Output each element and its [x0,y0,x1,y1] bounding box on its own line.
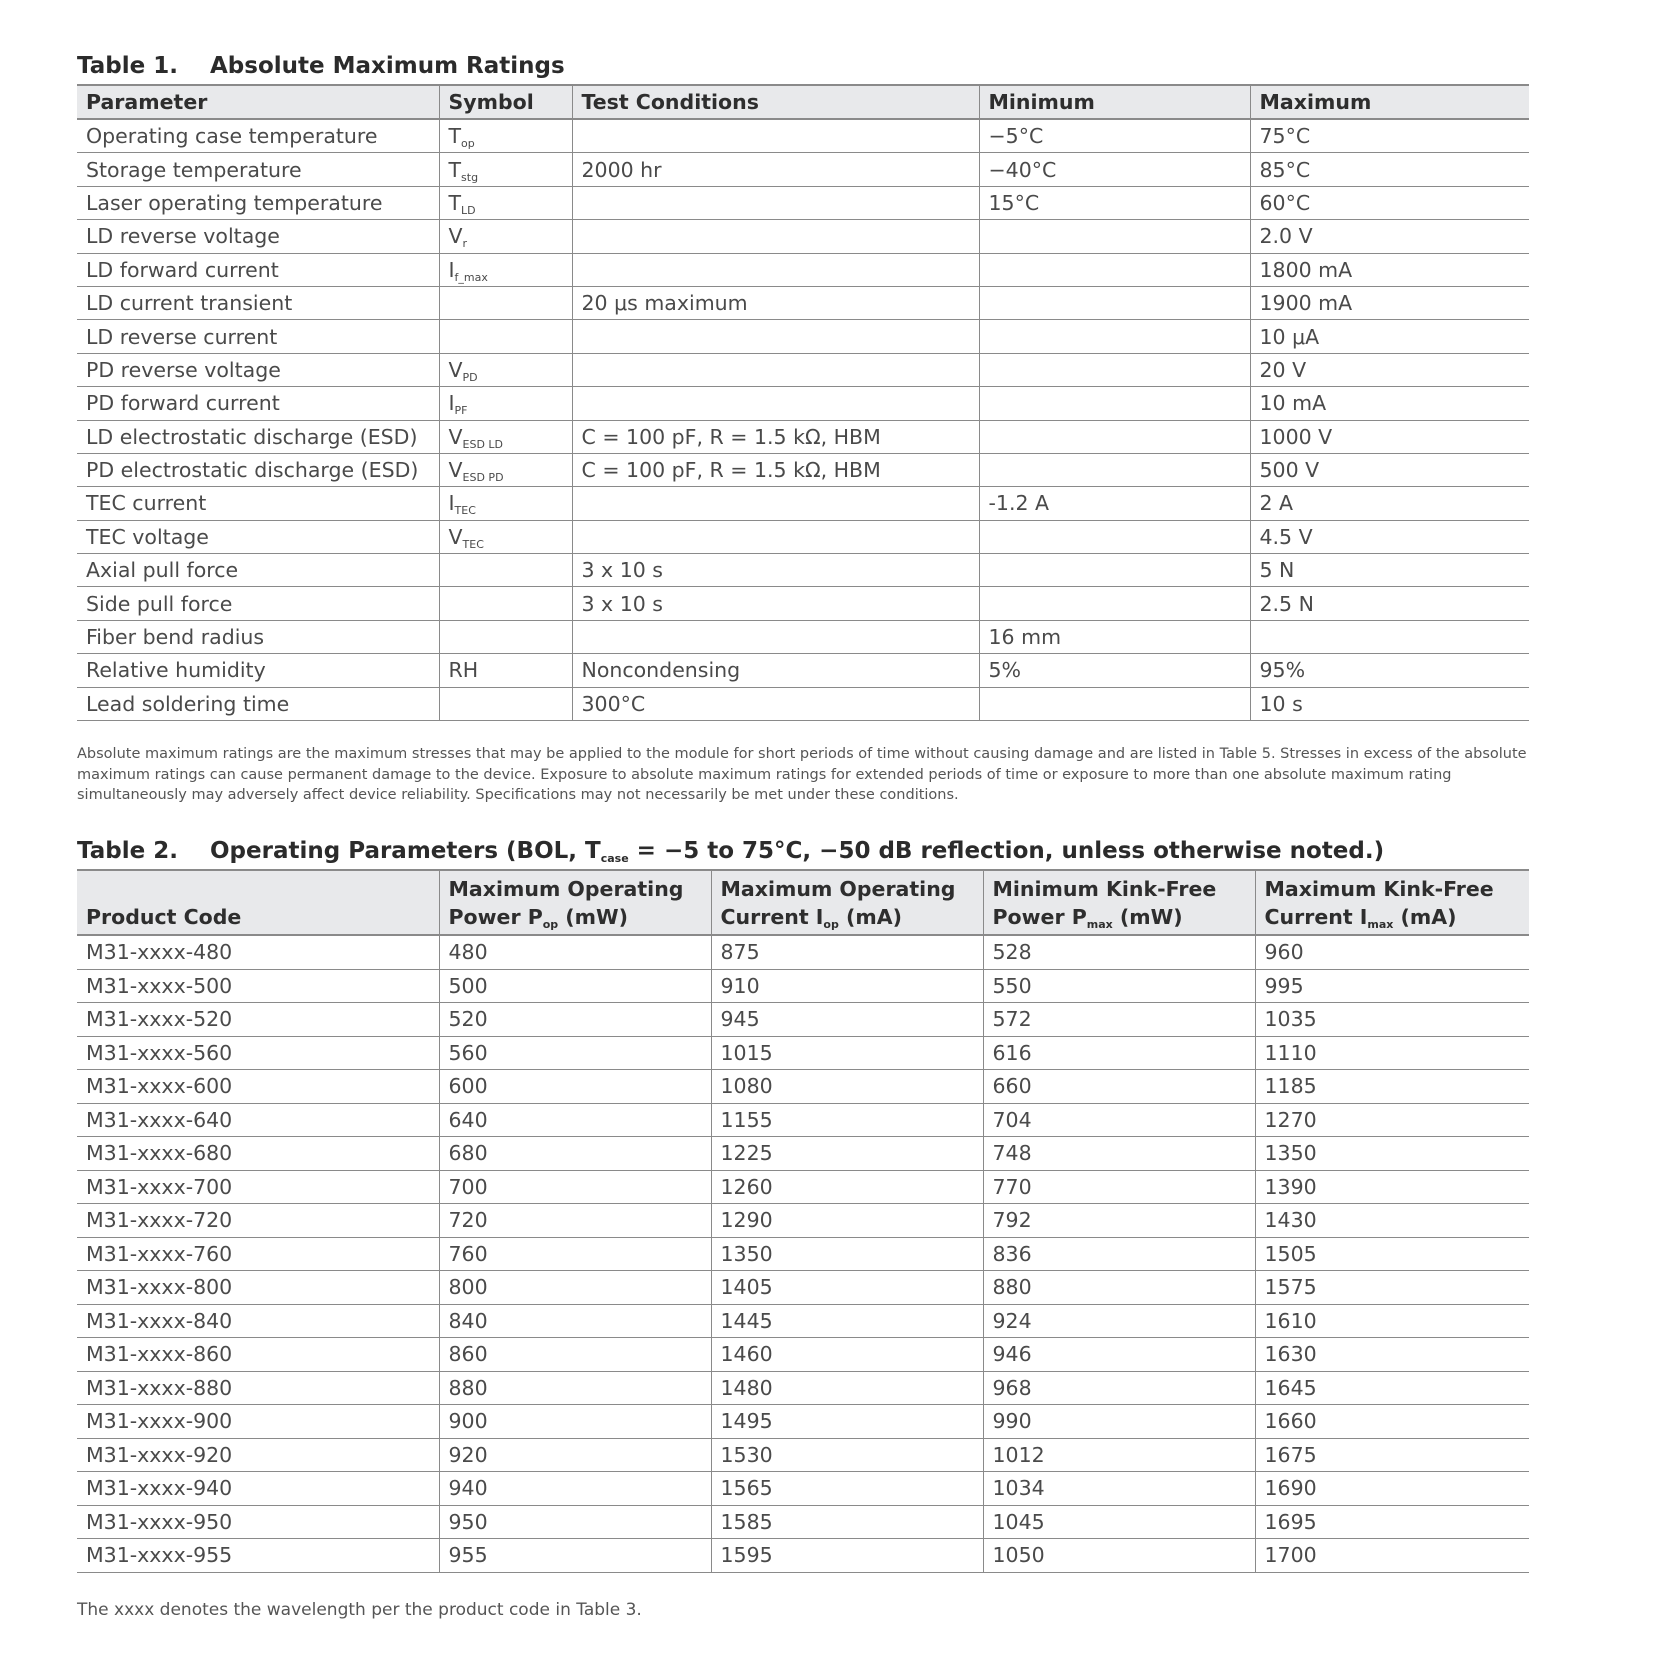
table-row [77,286,1529,319]
symbol-subscript: TEC [462,537,484,551]
table-row [77,1137,1529,1171]
min-kink-free-power-cell: 704 [983,1103,1255,1137]
max-operating-current-cell: 1480 [711,1371,983,1405]
maximum-cell: 1800 mA [1250,253,1529,286]
max-operating-current-cell: 1595 [711,1539,983,1573]
min-kink-free-power-cell: 616 [983,1036,1255,1070]
symbol-letter: I [448,391,455,416]
symbol-letter: T [448,157,462,182]
maximum-cell: 4.5 V [1250,520,1529,553]
table2-title [77,833,1529,869]
symbol-letter: I [448,491,455,516]
max-operating-current-cell: 1350 [711,1237,983,1271]
min-kink-free-power-cell: 836 [983,1237,1255,1271]
header-unit: (mW) [558,905,629,929]
table-row [77,119,1529,153]
symbol-letter: T [448,190,462,215]
conditions-cell: 3 x 10 s [572,587,979,620]
symbol-cell [439,687,572,720]
table-row [77,1539,1529,1573]
table1-title [77,48,1529,84]
max-operating-power-cell: 500 [439,969,711,1003]
min-kink-free-power-cell: 1045 [983,1505,1255,1539]
conditions-cell [572,487,979,520]
table-row [77,420,1529,453]
max-kink-free-current-cell: 1350 [1255,1137,1529,1171]
table1-header-cell: Test Conditions [572,85,979,119]
maximum-cell: 10 μA [1250,320,1529,353]
max-operating-current-cell: 1015 [711,1036,983,1070]
min-kink-free-power-cell: 1012 [983,1438,1255,1472]
table-row [77,1170,1529,1204]
parameter-cell: LD forward current [77,253,439,286]
maximum-cell: 2 A [1250,487,1529,520]
table-row [77,253,1529,286]
symbol-subscript: ESD LD [462,437,504,451]
parameter-cell: PD reverse voltage [77,353,439,386]
symbol-letter: RH [448,658,479,683]
table-row [77,1405,1529,1439]
max-operating-current-cell: 1405 [711,1271,983,1305]
header-text: Maximum Operating Power P [448,877,684,929]
maximum-cell: 5 N [1250,554,1529,587]
table2-title-sub: case [600,852,629,865]
conditions-cell: 20 μs maximum [572,286,979,319]
product-code-cell: M31-xxxx-840 [77,1304,439,1338]
max-operating-power-cell: 720 [439,1204,711,1238]
min-kink-free-power-cell: 770 [983,1170,1255,1204]
table-row [77,153,1529,186]
table-row [77,453,1529,486]
product-code-cell: M31-xxxx-880 [77,1371,439,1405]
maximum-cell [1250,620,1529,653]
product-code-cell: M31-xxxx-860 [77,1338,439,1372]
table-row [77,554,1529,587]
table-row [77,387,1529,420]
symbol-subscript: TEC [454,504,476,518]
symbol-cell [439,554,572,587]
symbol-cell [439,186,572,219]
min-kink-free-power-cell: 660 [983,1070,1255,1104]
max-operating-power-cell: 520 [439,1003,711,1037]
table-row [77,1070,1529,1104]
table-row [77,1103,1529,1137]
product-code-cell: M31-xxxx-560 [77,1036,439,1070]
symbol-cell [439,453,572,486]
conditions-cell [572,119,979,153]
minimum-cell: −40°C [979,153,1250,186]
table-row [77,654,1529,687]
max-operating-current-cell: 910 [711,969,983,1003]
min-kink-free-power-cell: 946 [983,1338,1255,1372]
product-code-cell: M31-xxxx-520 [77,1003,439,1037]
max-kink-free-current-cell: 1700 [1255,1539,1529,1573]
table1-header-cell: Symbol [439,85,572,119]
min-kink-free-power-cell: 880 [983,1271,1255,1305]
min-kink-free-power-cell: 924 [983,1304,1255,1338]
max-operating-power-cell: 900 [439,1405,711,1439]
table-row [77,1472,1529,1506]
minimum-cell [979,420,1250,453]
minimum-cell: 16 mm [979,620,1250,653]
max-kink-free-current-cell: 1110 [1255,1036,1529,1070]
min-kink-free-power-cell: 792 [983,1204,1255,1238]
symbol-cell [439,153,572,186]
parameter-cell: TEC current [77,487,439,520]
symbol-subscript: PD [462,370,478,384]
table1-header-cell: Minimum [979,85,1250,119]
conditions-cell: C = 100 pF, R = 1.5 kΩ, HBM [572,420,979,453]
max-kink-free-current-cell: 1575 [1255,1271,1529,1305]
table-row [77,1036,1529,1070]
table-row [77,1003,1529,1037]
min-kink-free-power-cell: 528 [983,935,1255,969]
product-code-cell: M31-xxxx-955 [77,1539,439,1573]
conditions-cell [572,520,979,553]
minimum-cell: -1.2 A [979,487,1250,520]
maximum-cell: 1900 mA [1250,286,1529,319]
minimum-cell [979,687,1250,720]
max-operating-power-cell: 940 [439,1472,711,1506]
header-text: Maximum Operating Current I [720,877,956,929]
max-operating-power-cell: 860 [439,1338,711,1372]
table-row [77,1371,1529,1405]
table2-title-post: = −5 to 75°C, −50 dB reflection, unless otherwise noted.) [628,838,1385,864]
header-unit: (mA) [838,905,902,929]
symbol-cell [439,587,572,620]
max-kink-free-current-cell: 1390 [1255,1170,1529,1204]
symbol-letter: V [448,458,463,483]
table1-header-cell: Parameter [77,85,439,119]
product-code-cell: M31-xxxx-680 [77,1137,439,1171]
maximum-cell: 95% [1250,654,1529,687]
symbol-subscript: f_max [454,270,488,284]
min-kink-free-power-cell: 1050 [983,1539,1255,1573]
minimum-cell: 5% [979,654,1250,687]
header-subscript: max [1367,918,1394,931]
table-row [77,1438,1529,1472]
table-row [77,620,1529,653]
product-code-cell: M31-xxxx-900 [77,1405,439,1439]
max-operating-power-cell: 920 [439,1438,711,1472]
max-kink-free-current-cell: 960 [1255,935,1529,969]
product-code-cell: M31-xxxx-720 [77,1204,439,1238]
max-operating-power-cell: 600 [439,1070,711,1104]
symbol-cell [439,253,572,286]
symbol-subscript: r [462,237,468,251]
maximum-cell: 2.5 N [1250,587,1529,620]
table2-header-cell [77,870,439,935]
min-kink-free-power-cell: 990 [983,1405,1255,1439]
conditions-cell [572,620,979,653]
max-kink-free-current-cell: 1690 [1255,1472,1529,1506]
symbol-cell [439,487,572,520]
minimum-cell [979,353,1250,386]
table2-header-row [77,870,1529,935]
header-subscript: op [823,918,839,931]
max-operating-current-cell: 1445 [711,1304,983,1338]
parameter-cell: Storage temperature [77,153,439,186]
max-kink-free-current-cell: 1610 [1255,1304,1529,1338]
max-operating-current-cell: 1565 [711,1472,983,1506]
table-row [77,935,1529,969]
symbol-cell [439,320,572,353]
max-operating-power-cell: 800 [439,1271,711,1305]
table-row [77,520,1529,553]
maximum-cell: 2.0 V [1250,220,1529,253]
conditions-cell: C = 100 pF, R = 1.5 kΩ, HBM [572,453,979,486]
product-code-cell: M31-xxxx-800 [77,1271,439,1305]
minimum-cell [979,220,1250,253]
table-row [77,1271,1529,1305]
minimum-cell [979,453,1250,486]
table2-number: Table 2. [77,838,178,864]
max-operating-current-cell: 945 [711,1003,983,1037]
product-code-cell: M31-xxxx-760 [77,1237,439,1271]
parameter-cell: LD reverse voltage [77,220,439,253]
symbol-subscript: stg [461,170,479,184]
product-code-cell: M31-xxxx-920 [77,1438,439,1472]
symbol-letter: T [448,124,462,149]
symbol-cell [439,286,572,319]
max-operating-current-cell: 1260 [711,1170,983,1204]
symbol-cell [439,520,572,553]
minimum-cell [979,253,1250,286]
symbol-cell [439,220,572,253]
minimum-cell [979,554,1250,587]
symbol-subscript: PF [454,404,468,418]
symbol-subscript: LD [461,203,476,217]
table1-header-row [77,85,1529,119]
max-kink-free-current-cell: 1270 [1255,1103,1529,1137]
table-row [77,487,1529,520]
maximum-cell: 75°C [1250,119,1529,153]
table-row [77,1304,1529,1338]
absolute-maximum-ratings-table [77,84,1529,721]
min-kink-free-power-cell: 968 [983,1371,1255,1405]
table-row [77,186,1529,219]
max-operating-power-cell: 955 [439,1539,711,1573]
table-row [77,1505,1529,1539]
table2-header-cell [983,870,1255,935]
max-kink-free-current-cell: 1675 [1255,1438,1529,1472]
min-kink-free-power-cell: 1034 [983,1472,1255,1506]
operating-parameters-table [77,869,1529,1573]
table1-number: Table 1. [77,53,178,79]
parameter-cell: Relative humidity [77,654,439,687]
minimum-cell [979,320,1250,353]
conditions-cell [572,387,979,420]
symbol-subscript: op [461,137,475,151]
parameter-cell: Axial pull force [77,554,439,587]
header-subscript: op [542,918,559,931]
minimum-cell [979,387,1250,420]
table2-header-cell [1255,870,1529,935]
product-code-cell: M31-xxxx-640 [77,1103,439,1137]
max-operating-power-cell: 640 [439,1103,711,1137]
table-row [77,353,1529,386]
min-kink-free-power-cell: 748 [983,1137,1255,1171]
max-operating-current-cell: 1290 [711,1204,983,1238]
max-operating-current-cell: 875 [711,935,983,969]
product-code-cell: M31-xxxx-940 [77,1472,439,1506]
maximum-cell: 10 s [1250,687,1529,720]
max-operating-current-cell: 1460 [711,1338,983,1372]
max-operating-current-cell: 1495 [711,1405,983,1439]
header-unit: (mW) [1112,905,1183,929]
conditions-cell [572,320,979,353]
symbol-cell [439,353,572,386]
parameter-cell: LD electrostatic discharge (ESD) [77,420,439,453]
min-kink-free-power-cell: 550 [983,969,1255,1003]
table-row [77,969,1529,1003]
conditions-cell [572,220,979,253]
max-operating-power-cell: 480 [439,935,711,969]
max-operating-power-cell: 700 [439,1170,711,1204]
symbol-cell [439,387,572,420]
max-kink-free-current-cell: 1630 [1255,1338,1529,1372]
symbol-letter: V [448,424,463,449]
table2-title-pre: Operating Parameters (BOL, T [210,838,601,864]
table-row [77,1204,1529,1238]
maximum-cell: 10 mA [1250,387,1529,420]
parameter-cell: TEC voltage [77,520,439,553]
maximum-cell: 85°C [1250,153,1529,186]
max-kink-free-current-cell: 995 [1255,969,1529,1003]
minimum-cell [979,520,1250,553]
header-text: Maximum Kink-Free Current I [1264,877,1494,929]
parameter-cell: Laser operating temperature [77,186,439,219]
max-kink-free-current-cell: 1035 [1255,1003,1529,1037]
conditions-cell: 300°C [572,687,979,720]
min-kink-free-power-cell: 572 [983,1003,1255,1037]
parameter-cell: LD current transient [77,286,439,319]
product-code-cell: M31-xxxx-480 [77,935,439,969]
table-row [77,1237,1529,1271]
maximum-cell: 20 V [1250,353,1529,386]
max-operating-power-cell: 950 [439,1505,711,1539]
table-row [77,587,1529,620]
table1-header-cell: Maximum [1250,85,1529,119]
parameter-cell: Side pull force [77,587,439,620]
symbol-cell [439,654,572,687]
max-kink-free-current-cell: 1185 [1255,1070,1529,1104]
conditions-cell: 2000 hr [572,153,979,186]
max-operating-power-cell: 560 [439,1036,711,1070]
max-kink-free-current-cell: 1645 [1255,1371,1529,1405]
conditions-cell [572,353,979,386]
symbol-cell [439,420,572,453]
table-row [77,220,1529,253]
symbol-subscript: ESD PD [462,471,504,485]
header-text: Product Code [86,905,242,929]
max-operating-power-cell: 760 [439,1237,711,1271]
table1-footnote: Absolute maximum ratings are the maximum stresses that may be applied to the module for short periods of time without causing damage and are listed in Table 5. Stresses in excess of the absolute maximum ratings can cause permanent damage to the device. Exposure to absolute maximum ratings for extended periods of time or exposure to more than one absolute maximum rating simultaneously may adversely affect device reliability. Specifications may not necessarily be met under these conditions. [77,746,1527,803]
table-row [77,687,1529,720]
max-operating-power-cell: 880 [439,1371,711,1405]
header-unit: (mA) [1393,905,1457,929]
parameter-cell: Fiber bend radius [77,620,439,653]
symbol-cell [439,620,572,653]
symbol-cell [439,119,572,153]
table1-title-text: Absolute Maximum Ratings [210,53,565,79]
max-kink-free-current-cell: 1505 [1255,1237,1529,1271]
max-kink-free-current-cell: 1695 [1255,1505,1529,1539]
minimum-cell: −5°C [979,119,1250,153]
conditions-cell: 3 x 10 s [572,554,979,587]
table2-section [77,833,1529,1573]
table2-header-cell [711,870,983,935]
max-operating-power-cell: 680 [439,1137,711,1171]
minimum-cell: 15°C [979,186,1250,219]
conditions-cell [572,186,979,219]
maximum-cell: 500 V [1250,453,1529,486]
symbol-letter: V [448,524,463,549]
max-operating-current-cell: 1225 [711,1137,983,1171]
product-code-cell: M31-xxxx-500 [77,969,439,1003]
table2-footnote: The xxxx denotes the wavelength per the product code in Table 3. [77,1600,642,1620]
product-code-cell: M31-xxxx-950 [77,1505,439,1539]
parameter-cell: PD forward current [77,387,439,420]
product-code-cell: M31-xxxx-600 [77,1070,439,1104]
max-operating-power-cell: 840 [439,1304,711,1338]
maximum-cell: 1000 V [1250,420,1529,453]
parameter-cell: PD electrostatic discharge (ESD) [77,453,439,486]
symbol-letter: I [448,257,455,282]
header-text: Minimum Kink-Free Power P [992,877,1217,929]
table2-header-cell [439,870,711,935]
symbol-letter: V [448,357,463,382]
symbol-letter: V [448,224,463,249]
header-subscript: max [1086,918,1113,931]
max-operating-current-cell: 1585 [711,1505,983,1539]
table-row [77,320,1529,353]
conditions-cell: Noncondensing [572,654,979,687]
maximum-cell: 60°C [1250,186,1529,219]
max-operating-current-cell: 1155 [711,1103,983,1137]
parameter-cell: Lead soldering time [77,687,439,720]
minimum-cell [979,286,1250,319]
max-operating-current-cell: 1080 [711,1070,983,1104]
max-kink-free-current-cell: 1430 [1255,1204,1529,1238]
parameter-cell: Operating case temperature [77,119,439,153]
max-operating-current-cell: 1530 [711,1438,983,1472]
parameter-cell: LD reverse current [77,320,439,353]
minimum-cell [979,587,1250,620]
max-kink-free-current-cell: 1660 [1255,1405,1529,1439]
table-row [77,1338,1529,1372]
conditions-cell [572,253,979,286]
product-code-cell: M31-xxxx-700 [77,1170,439,1204]
table1-section [77,48,1529,721]
